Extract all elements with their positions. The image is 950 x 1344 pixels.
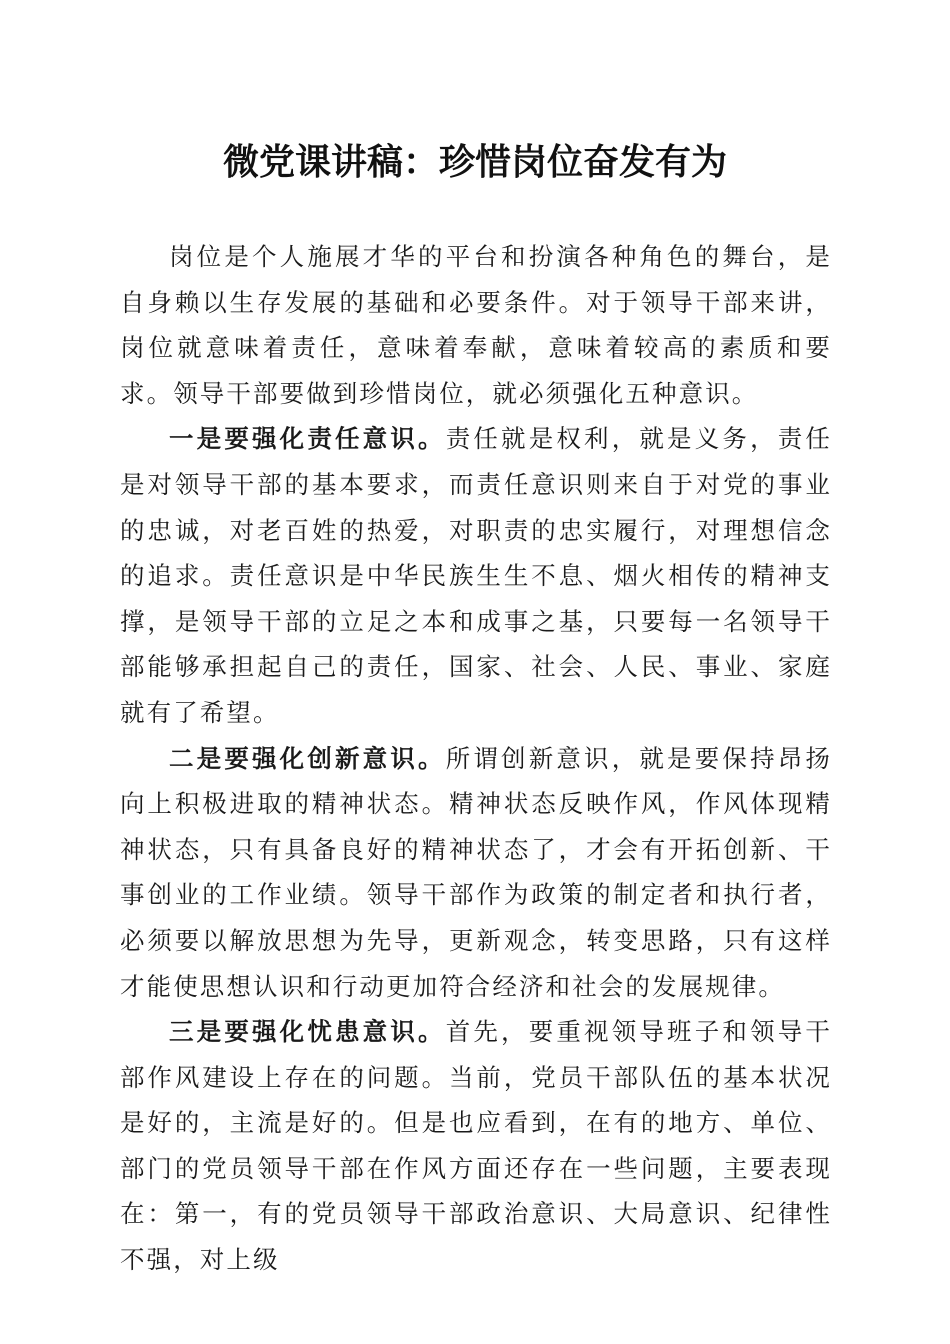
paragraph-concern <box>120 1009 832 1283</box>
document-title: 微党课讲稿：珍惜岗位奋发有为 <box>222 141 727 183</box>
paragraph-intro <box>120 234 832 416</box>
paragraph-innovation <box>120 736 832 1010</box>
paragraph-lead: 一是要强化责任意识。 <box>169 424 446 454</box>
paragraph-text: 责任就是权利，就是义务，责任是对领导干部的基本要求，而责任意识则来自于对党的事业的忠诚，对老百姓的热爱，对职责的忠实履行，对理想信念的追求。责任意识是中华民族生生不息、烟火相传的精神支撑，是领导干部的立足之本和成事之基，只要每一名领导干部能够承担起自己的责任，国家、社会、人民、事业、家庭就有了希望。 <box>120 424 833 727</box>
paragraph-text: 所谓创新意识，就是要保持昂扬向上积极进取的精神状态。精神状态反映作风，作风体现精神状态，只有具备良好的精神状态了，才会有开拓创新、干事创业的工作业绩。领导干部作为政策的制定者和执行者，必须要以解放思想为先导，更新观念，转变思路，只有这样才能使思想认识和行动更加符合经济和社会的发展规律。 <box>120 743 833 1001</box>
paragraph-lead: 二是要强化创新意识。 <box>169 743 446 773</box>
document-body <box>120 234 832 1283</box>
paragraph-text: 岗位是个人施展才华的平台和扮演各种角色的舞台，是自身赖以生存发展的基础和必要条件。对于领导干部来讲，岗位就意味着责任，意味着奉献，意味着较高的素质和要求。领导干部要做到珍惜岗位，就必须强化五种意识。 <box>120 242 832 408</box>
paragraph-responsibility <box>120 416 832 735</box>
paragraph-lead: 三是要强化忧患意识。 <box>169 1017 446 1047</box>
paragraph-text: 首先，要重视领导班子和领导干部作风建设上存在的问题。当前，党员干部队伍的基本状况是好的，主流是好的。但是也应看到，在有的地方、单位、部门的党员领导干部在作风方面还存在一些问题，主要表现在：第一，有的党员领导干部政治意识、大局意识、纪律性不强，对上级 <box>120 1017 833 1275</box>
